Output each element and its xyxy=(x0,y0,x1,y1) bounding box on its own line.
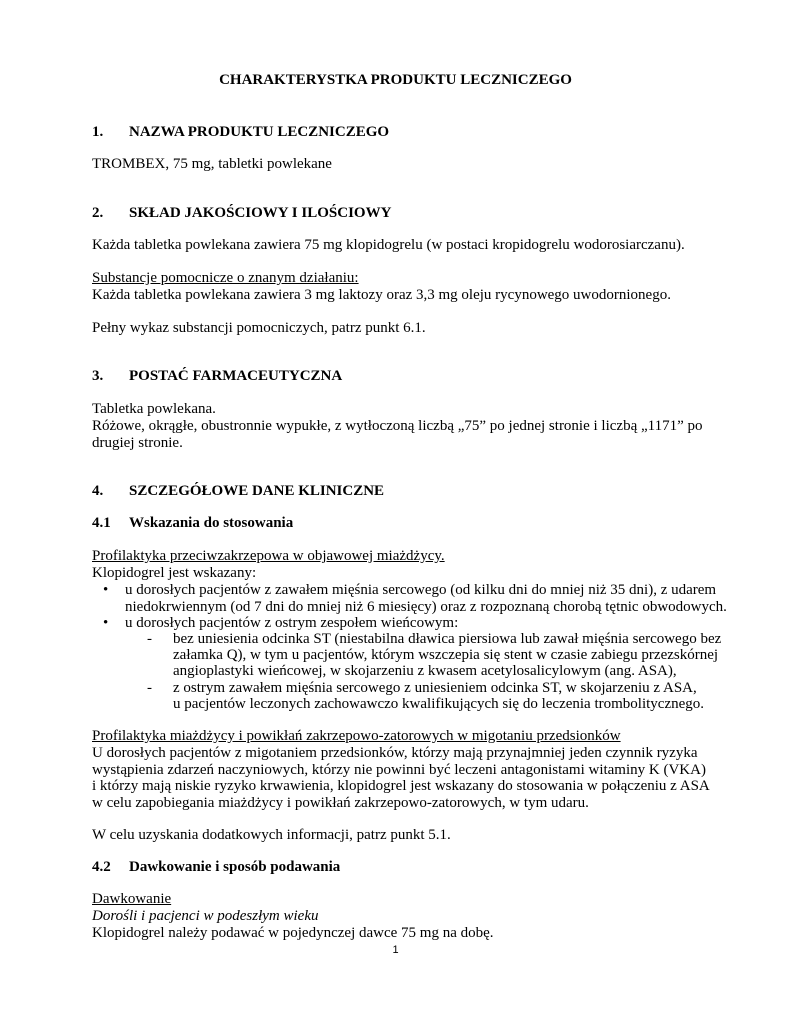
subsection-title: Dawkowanie i sposób podawania xyxy=(129,859,341,875)
section-title: SKŁAD JAKOŚCIOWY I ILOŚCIOWY xyxy=(129,205,392,221)
dash-1-line-3: angioplastyki wieńcowej, w skojarzeniu z kwasem acetylosalicylowym (ang. ASA), xyxy=(173,663,677,679)
dash-2-line-2: u pacjentów leczonych zachowawczo kwalifikujących się do leczenia trombolitycznego. xyxy=(173,696,705,712)
section-4-heading xyxy=(92,483,384,500)
form-line-3: drugiej stronie. xyxy=(92,435,183,451)
prophylaxis-1-title: Profilaktyka przeciwzakrzepowa w objawowej miażdżycy. xyxy=(92,548,445,564)
section-number: 3. xyxy=(92,368,104,384)
section-3-heading xyxy=(92,368,342,385)
dash-1-line-1: bez uniesienia odcinka ST (niestabilna dławica piersiowa lub zawał mięśnia sercowego bez xyxy=(173,631,722,647)
prophylaxis-2-line-3: i którzy mają niskie ryzyko krwawienia, klopidogrel jest wskazany do stosowania w połączeniu z ASA xyxy=(92,778,710,794)
excipients-subheading: Substancje pomocnicze o znanym działaniu: xyxy=(92,270,359,286)
subsection-title: Wskazania do stosowania xyxy=(129,515,294,531)
dash-2-line-1: z ostrym zawałem mięśnia sercowego z uniesieniem odcinka ST, w skojarzeniu z ASA, xyxy=(173,680,697,696)
bullet-icon: • xyxy=(103,582,109,598)
section-number: 4. xyxy=(92,483,104,499)
excipients-text: Każda tabletka powlekana zawiera 3 mg laktozy oraz 3,3 mg oleju rycynowego uwodornionego. xyxy=(92,287,671,303)
adults-title: Dorośli i pacjenci w podeszłym wieku xyxy=(92,908,319,924)
prophylaxis-1-intro: Klopidogrel jest wskazany: xyxy=(92,565,257,581)
bullet-1-line-2: niedokrwiennym (od 7 dni do mniej niż 6 miesięcy) oraz z rozpoznaną chorobą tętnic obwodowych. xyxy=(125,599,727,615)
form-line-2: Różowe, okrągłe, obustronnie wypukłe, z wytłoczoną liczbą „75” po jednej stronie i liczbą „1171” po xyxy=(92,418,703,434)
prophylaxis-2-line-1: U dorosłych pacjentów z migotaniem przedsionków, którzy mają przynajmniej jeden czynnik ryzyka xyxy=(92,745,698,761)
page-number: 1 xyxy=(392,944,399,956)
subsection-number: 4.2 xyxy=(92,859,111,875)
document-title: CHARAKTERYSTKA PRODUKTU LECZNICZEGO xyxy=(219,72,572,88)
product-name: TROMBEX, 75 mg, tabletki powlekane xyxy=(92,156,332,172)
prophylaxis-2-title: Profilaktyka miażdżycy i powikłań zakrzepowo-zatorowych w migotaniu przedsionków xyxy=(92,728,621,744)
subsection-4-2-heading xyxy=(92,859,340,876)
subsection-4-1-heading xyxy=(92,515,293,532)
section-number: 2. xyxy=(92,205,104,221)
form-line-1: Tabletka powlekana. xyxy=(92,401,216,417)
section-title: NAZWA PRODUKTU LECZNICZEGO xyxy=(129,124,390,140)
section-2-heading xyxy=(92,205,391,222)
adults-dosage-text: Klopidogrel należy podawać w pojedynczej dawce 75 mg na dobę. xyxy=(92,925,494,941)
prophylaxis-2-line-2: wystąpienia zdarzeń naczyniowych, którzy nie powinni być leczeni antagonistami witaminy K (VKA) xyxy=(92,762,706,778)
prophylaxis-2-line-4: w celu zapobiegania miażdżycy i powikłań zakrzepowo-zatorowych, w tym udaru. xyxy=(92,795,589,811)
section-title: SZCZEGÓŁOWE DANE KLINICZNE xyxy=(129,483,385,499)
section-number: 1. xyxy=(92,124,104,140)
dash-icon: - xyxy=(147,631,152,647)
section-1-heading xyxy=(92,124,389,141)
excipients-reference: Pełny wykaz substancji pomocniczych, patrz punkt 6.1. xyxy=(92,320,426,336)
bullet-2: u dorosłych pacjentów z ostrym zespołem wieńcowym: xyxy=(125,615,459,631)
section-title: POSTAĆ FARMACEUTYCZNA xyxy=(129,368,343,384)
composition-text: Każda tabletka powlekana zawiera 75 mg klopidogrelu (w postaci kropidogrelu wodorosiarczanu). xyxy=(92,237,685,253)
bullet-icon: • xyxy=(103,615,109,631)
more-info-reference: W celu uzyskania dodatkowych informacji, patrz punkt 5.1. xyxy=(92,827,451,843)
dash-1-line-2: załamka Q), w tym u pacjentów, którym wszczepia się stent w czasie zabiegu przezskórnej xyxy=(173,647,719,663)
bullet-1-line-1: u dorosłych pacjentów z zawałem mięśnia sercowego (od kilku dni do mniej niż 35 dni), z udarem xyxy=(125,582,717,598)
dosage-title: Dawkowanie xyxy=(92,891,172,907)
subsection-number: 4.1 xyxy=(92,515,111,531)
dash-icon: - xyxy=(147,680,152,696)
